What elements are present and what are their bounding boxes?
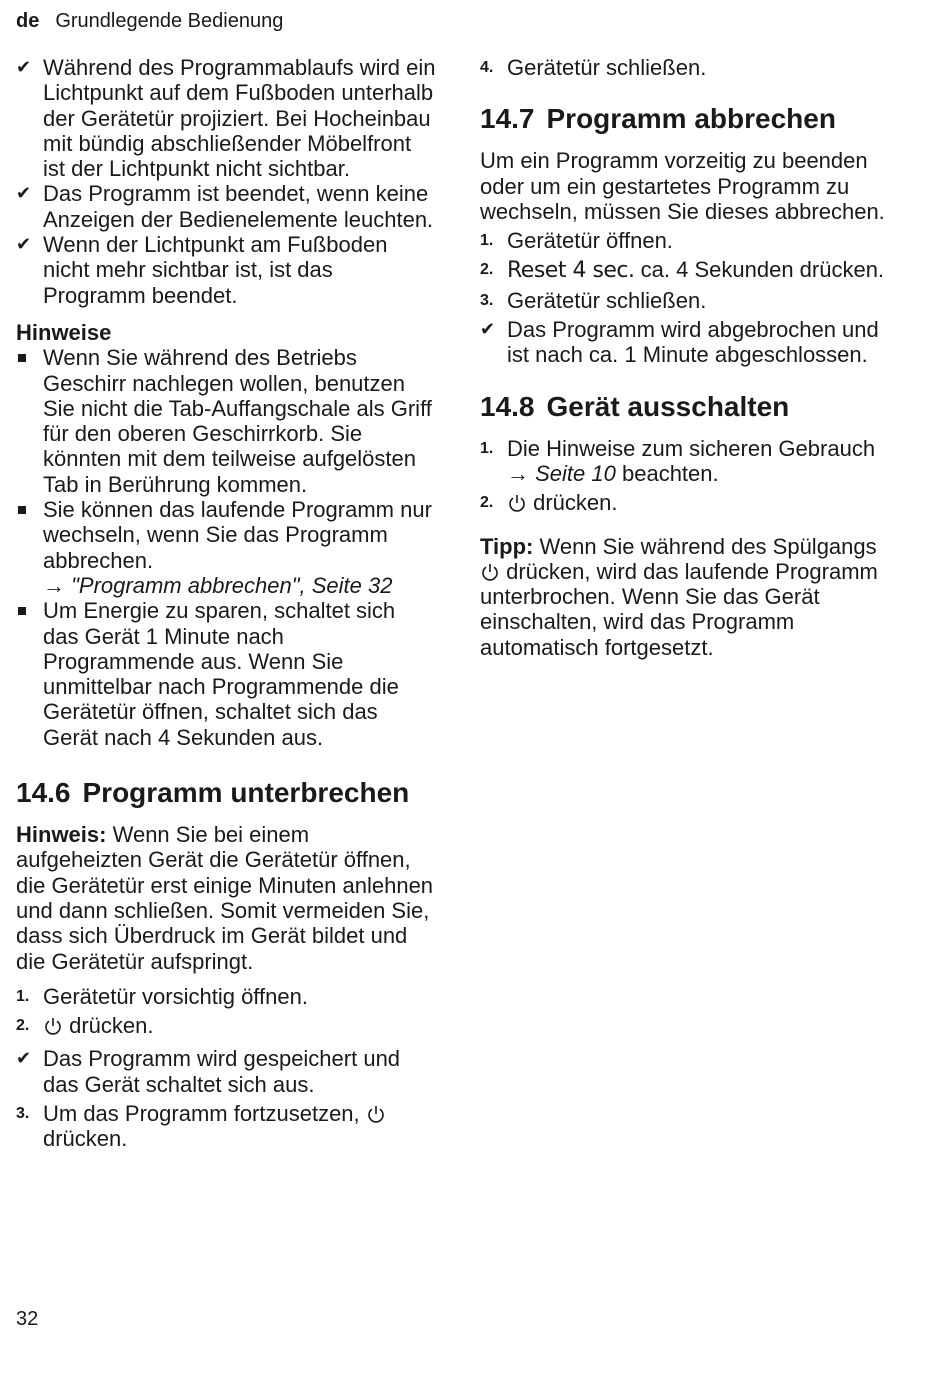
- power-icon: [480, 562, 500, 582]
- note-bullet: [16, 345, 436, 497]
- result-text: Wenn der Lichtpunkt am Fußboden nicht mehr sichtbar ist, ist das Programm beendet.: [43, 232, 388, 308]
- step-number: 2.: [16, 1017, 30, 1035]
- step-number: 3.: [480, 291, 494, 309]
- hint-text: Wenn Sie bei einem aufgeheizten Gerät die Gerätetür öffnen, die Gerätetür erst einige Minuten anlehnen und dann schließen. Somit vermeiden Sie, dass sich Überdruck im Gerät bildet und die Gerätetür aufspringt.: [16, 822, 434, 974]
- step-text: Gerätetür schließen.: [507, 55, 707, 80]
- square-bullet-icon: [18, 354, 26, 362]
- cross-reference-link[interactable]: "Programm abbrechen", Seite 32: [71, 572, 393, 598]
- step-number: 2.: [480, 261, 494, 279]
- check-icon: ✔: [480, 319, 496, 340]
- step-item: [16, 1013, 436, 1038]
- step-item: [480, 228, 900, 253]
- step-text: drücken.: [533, 490, 618, 516]
- step-number: 3.: [16, 1104, 30, 1122]
- step-item: [480, 490, 900, 515]
- step-number: 1.: [480, 439, 494, 457]
- section-heading-14-8: [480, 390, 900, 424]
- tip-text: drücken, wird das laufende Programm unterbrochen. Wenn Sie das Gerät einschalten, wird das Programm automatisch fortgesetzt.: [480, 558, 878, 660]
- arrow-right-icon: →: [43, 572, 65, 598]
- page-number: 32: [16, 1308, 39, 1330]
- check-icon: ✔: [16, 57, 32, 77]
- result-item: [16, 232, 436, 308]
- step-text: Gerätetür vorsichtig öffnen.: [43, 983, 308, 1009]
- section-number: 14.7: [480, 103, 535, 135]
- arrow-right-icon: →: [507, 460, 529, 486]
- check-icon: ✔: [16, 1048, 32, 1069]
- result-item: [16, 181, 436, 232]
- section-heading-14-6: [16, 776, 436, 810]
- section-intro: Um ein Programm vorzeitig zu beenden oder um ein gestartetes Programm zu wechseln, müssen Sie dieses abbrechen.: [480, 148, 885, 224]
- step-text: drücken.: [43, 1126, 128, 1152]
- step-text: ca. 4 Sekunden drücken.: [640, 257, 885, 283]
- section-title: Gerät ausschalten: [546, 390, 790, 422]
- result-text: Das Programm ist beendet, wenn keine Anzeigen der Bedienelemente leuchten.: [43, 181, 434, 232]
- power-icon: [507, 493, 527, 513]
- power-icon: [43, 1016, 63, 1036]
- right-column: [480, 55, 900, 660]
- step-item: [16, 1101, 436, 1152]
- left-column: [16, 55, 436, 1152]
- hint-label: Hinweis:: [16, 822, 107, 848]
- step-number: 1.: [16, 987, 30, 1005]
- step-text: Um das Programm fortzusetzen,: [43, 1100, 360, 1126]
- step-text: drücken.: [69, 1013, 154, 1039]
- result-text: Während des Programmablaufs wird ein Lichtpunkt auf dem Fußboden unterhalb der Gerätetür projiziert. Bei Hocheinbau mit bündig abschließender Möbelfront ist der Lichtpunkt nicht sichtbar.: [43, 55, 436, 182]
- result-text: Das Programm wird abgebrochen und ist nach ca. 1 Minute abgeschlossen.: [507, 317, 879, 368]
- power-icon: [366, 1104, 386, 1124]
- hint-paragraph: [16, 822, 436, 974]
- step-item: [480, 55, 900, 80]
- step-number: 4.: [480, 59, 494, 76]
- step-item: [480, 257, 900, 283]
- step-text: Gerätetür öffnen.: [507, 228, 673, 254]
- cross-reference-link[interactable]: Seite 10: [535, 460, 616, 486]
- check-icon: ✔: [16, 234, 32, 255]
- step-text: Die Hinweise zum sicheren Gebrauch: [507, 435, 876, 461]
- square-bullet-icon: [18, 506, 26, 514]
- result-text: Das Programm wird gespeichert und das Gerät schaltet sich aus.: [43, 1046, 401, 1097]
- section-heading-14-7: [480, 102, 900, 136]
- section-title: Programm unterbrechen: [82, 777, 410, 809]
- section-number: 14.6: [16, 777, 71, 809]
- reset-button-label: Reset 4 sec.: [507, 258, 635, 284]
- note-bullet: [16, 598, 436, 750]
- note-text: Wenn Sie während des Betriebs Geschirr nachlegen wollen, benutzen Sie nicht die Tab-Auffangschale als Griff für den oberen Geschirrkorb. Sie könnten mit dem teilweise aufgelösten Tab in Berührung kommen.: [43, 345, 432, 497]
- tip-paragraph: [480, 534, 900, 660]
- header-title: Grundlegende Bedienung: [55, 10, 284, 32]
- tip-text: Wenn Sie während des Spülgangs: [539, 533, 877, 559]
- step-number: 1.: [480, 232, 494, 250]
- result-item: [480, 317, 900, 368]
- language-code: de: [16, 10, 40, 32]
- note-text: Sie können das laufende Programm nur wechseln, wenn Sie das Programm abbrechen.: [43, 497, 432, 573]
- page-header: [16, 8, 283, 34]
- step-text: Gerätetür schließen.: [507, 287, 707, 313]
- note-text: Um Energie zu sparen, schaltet sich das Gerät 1 Minute nach Programmende aus. Wenn Sie unmittelbar nach Programmende die Gerätetür öffnen, schaltet sich das Gerät nach 4 Sekunden aus.: [43, 598, 399, 750]
- note-bullet: [16, 497, 436, 598]
- step-item: [16, 984, 436, 1009]
- step-text: beachten.: [621, 460, 719, 486]
- result-item: [16, 55, 436, 181]
- section-number: 14.8: [480, 390, 535, 422]
- check-icon: ✔: [16, 183, 32, 204]
- step-item: [480, 288, 900, 313]
- notes-heading: Hinweise: [16, 319, 112, 345]
- result-item: [16, 1046, 436, 1097]
- step-item: [480, 436, 900, 487]
- square-bullet-icon: [18, 607, 26, 615]
- step-number: 2.: [480, 494, 494, 512]
- section-title: Programm abbrechen: [546, 103, 836, 135]
- tip-label: Tipp:: [480, 533, 534, 559]
